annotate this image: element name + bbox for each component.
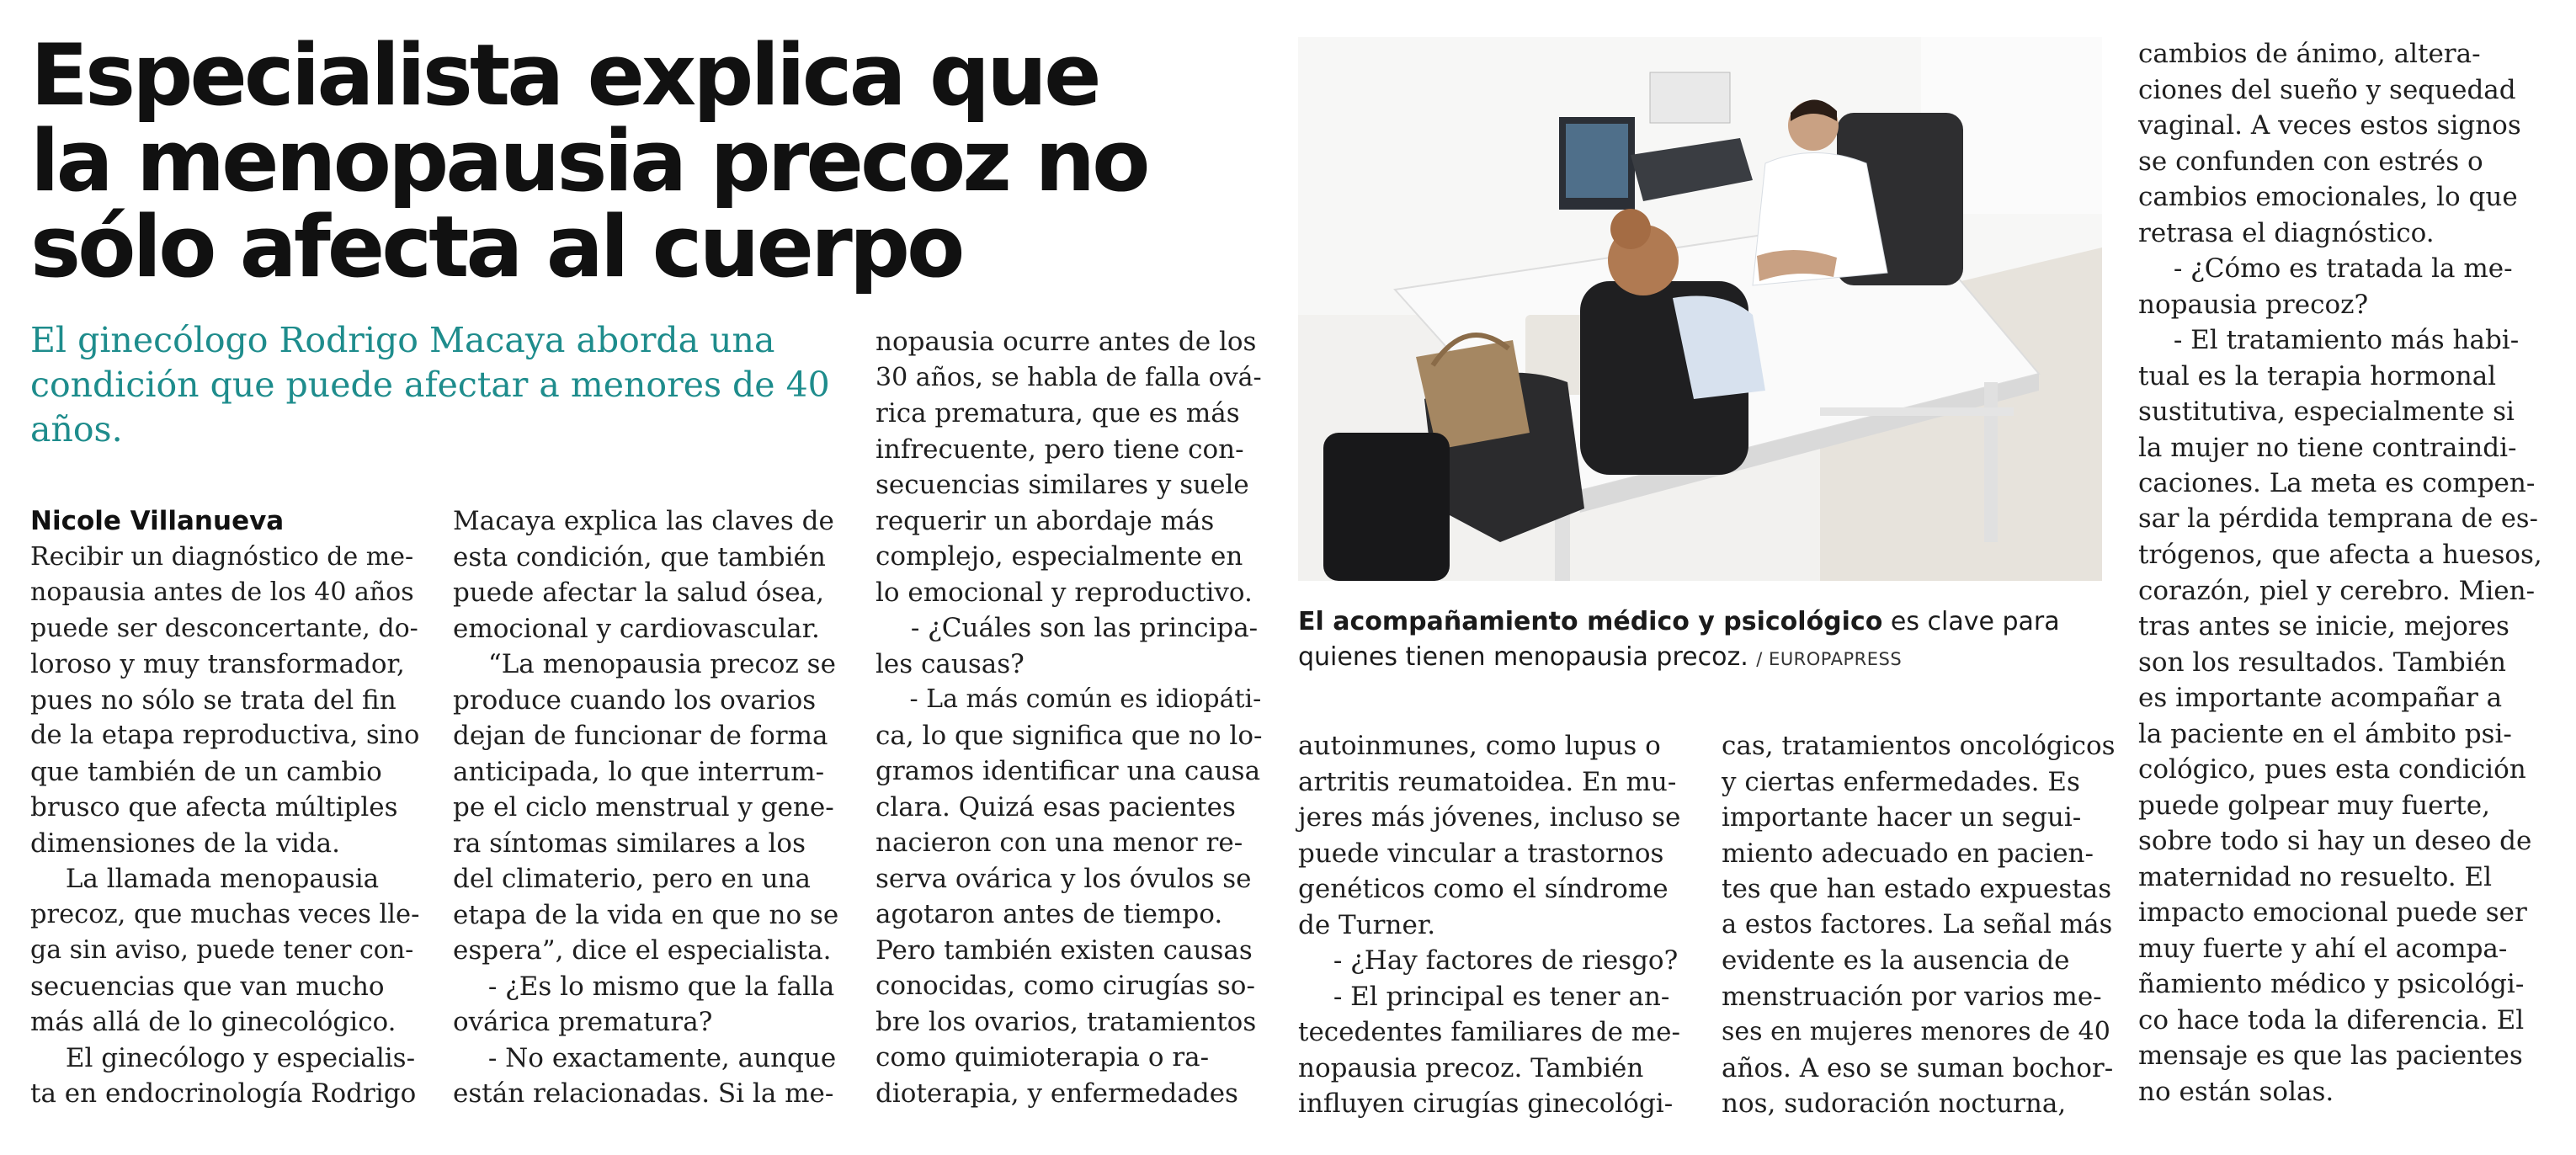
text-line: es importante acompañar a xyxy=(2138,683,2503,713)
author-byline: Nicole Villanueva xyxy=(30,506,285,536)
text-line: complejo, especialmente en xyxy=(876,541,1243,572)
text-line: agotaron antes de tiempo. xyxy=(876,899,1223,929)
column-3-text xyxy=(876,324,1264,1111)
column-1-text xyxy=(30,540,419,1112)
text-line: maternidad no resuelto. El xyxy=(2138,861,2493,892)
text-line: esta condición, que también xyxy=(453,541,826,572)
text-line: - ¿Cómo es tratada la me- xyxy=(2173,253,2513,284)
text-line: bre los ovarios, tratamientos xyxy=(876,1006,1257,1037)
text-line: - El tratamiento más habi- xyxy=(2173,325,2520,355)
text-line: autoinmunes, como lupus o xyxy=(1298,731,1661,761)
text-line: ciones del sueño y sequedad xyxy=(2138,74,2516,105)
text-line: les causas? xyxy=(876,648,1025,679)
text-line: - La más común es idiopáti- xyxy=(909,684,1262,714)
text-line: ses en mujeres menores de 40 xyxy=(1722,1017,2110,1046)
text-line: produce cuando los ovarios xyxy=(453,684,817,716)
subheadline: El ginecólogo Rodrigo Macaya aborda una condición que puede afectar a menores de 40 años. xyxy=(30,320,830,450)
text-line: menstruación por varios me- xyxy=(1722,981,2102,1012)
text-line: rica prematura, que es más xyxy=(876,398,1240,428)
headline-line-3: sólo afecta al cuerpo xyxy=(30,197,962,296)
text-line: brusco que afecta múltiples xyxy=(30,792,398,822)
body-column-5 xyxy=(1722,728,2116,1122)
text-line: más allá de lo ginecológico. xyxy=(30,1007,397,1037)
text-line: influyen cirugías ginecológi- xyxy=(1298,1088,1674,1119)
text-line: infrecuente, pero tiene con- xyxy=(876,434,1244,465)
text-line: clara. Quizá esas pacientes xyxy=(876,791,1236,822)
text-line: cas, tratamientos oncológicos xyxy=(1722,731,2116,761)
headline-line-1: Especialista explica que xyxy=(30,25,1099,125)
text-line: Macaya explica las claves de xyxy=(453,506,834,536)
text-line: la mujer no tiene contraindi- xyxy=(2138,432,2517,463)
text-line: ga sin aviso, puede tener con- xyxy=(30,935,414,965)
text-line: nacieron con una menor re- xyxy=(876,828,1243,858)
text-line: - El principal es tener an- xyxy=(1333,981,1670,1012)
photo-credit: / EUROPAPRESS xyxy=(1756,649,1903,669)
text-line: loroso y muy transformador, xyxy=(30,649,405,679)
text-line: puede golpear muy fuerte, xyxy=(2138,790,2490,821)
text-line: ta en endocrinología Rodrigo xyxy=(30,1078,417,1109)
text-line: retrasa el diagnóstico. xyxy=(2138,217,2435,248)
text-line: impacto emocional puede ser xyxy=(2138,897,2527,928)
column-5-text xyxy=(1722,728,2116,1122)
text-line: cambios de ánimo, altera- xyxy=(2138,39,2481,69)
text-line: tecedentes familiares de me- xyxy=(1298,1017,1680,1047)
headline-line-2: la menopausia precoz no xyxy=(30,111,1147,210)
text-line: La llamada menopausia xyxy=(65,864,380,894)
column-6-text xyxy=(2138,36,2542,1110)
text-line: El ginecólogo y especialis- xyxy=(65,1042,416,1073)
text-line: “La menopausia precoz se xyxy=(487,649,836,679)
text-line: tes que han estado expuestas xyxy=(1722,874,2112,904)
text-line: dejan de funcionar de forma xyxy=(453,721,828,751)
text-line: co hace toda la diferencia. El xyxy=(2138,1004,2525,1035)
text-line: cológico, pues esta condición xyxy=(2138,754,2526,785)
text-line: del climaterio, pero en una xyxy=(453,864,812,894)
body-column-6 xyxy=(2138,36,2542,1110)
text-line: - ¿Hay factores de riesgo? xyxy=(1333,945,1679,976)
text-line: conocidas, como cirugías so- xyxy=(876,971,1255,1001)
article-photo xyxy=(1298,37,2102,581)
text-line: emocional y cardiovascular. xyxy=(453,613,820,644)
text-line: - No exactamente, aunque xyxy=(487,1042,837,1073)
body-column-1 xyxy=(30,503,419,1112)
text-line: ovárica prematura? xyxy=(453,1007,713,1037)
text-line: dimensiones de la vida. xyxy=(30,828,340,859)
text-line: nopausia antes de los 40 años xyxy=(30,578,414,607)
text-line: anticipada, lo que interrum- xyxy=(453,756,825,787)
text-line: de la etapa reproductiva, sino xyxy=(30,721,420,750)
text-line: tras antes se inicie, mejores xyxy=(2138,611,2509,641)
text-line: Recibir un diagnóstico de me- xyxy=(30,541,414,572)
text-line: muy fuerte y ahí el acompa- xyxy=(2138,933,2508,964)
text-line: puede vincular a trastornos xyxy=(1298,838,1664,869)
text-line: y ciertas enfermedades. Es xyxy=(1722,766,2080,797)
text-line: que también de un cambio xyxy=(30,756,382,787)
text-line: genéticos como el síndrome xyxy=(1298,874,1669,904)
text-line: no están solas. xyxy=(2138,1076,2334,1107)
doctor-consultation-photo xyxy=(1298,37,2102,581)
text-line: sobre todo si hay un deseo de xyxy=(2138,826,2532,856)
text-line: espera”, dice el especialista. xyxy=(453,935,832,966)
text-line: corazón, piel y cerebro. Mien- xyxy=(2138,575,2536,606)
caption-lead: El acompañamiento médico y psicológico xyxy=(1298,607,1883,636)
photo-caption xyxy=(1298,604,2102,677)
text-line: se confunden con estrés o xyxy=(2138,146,2483,177)
caption-text: es clave para quienes tienen menopausia precoz. xyxy=(1298,607,2060,672)
text-line: pues no sólo se trata del fin xyxy=(30,684,397,716)
text-line: cambios emocionales, lo que xyxy=(2138,182,2518,212)
text-line: ra síntomas similares a los xyxy=(453,828,806,859)
headline xyxy=(30,25,1226,296)
text-line: serva ovárica y los óvulos se xyxy=(876,863,1252,894)
body-column-4 xyxy=(1298,728,1692,1122)
text-line: secuencias similares y suele xyxy=(876,470,1249,500)
text-line: nopausia precoz? xyxy=(2138,289,2369,320)
text-line: miento adecuado en pacien- xyxy=(1722,838,2094,869)
text-line: precoz, que muchas veces lle- xyxy=(30,899,420,929)
column-4-text xyxy=(1298,728,1692,1122)
text-line: - ¿Es lo mismo que la falla xyxy=(487,971,835,1002)
text-line: 30 años, se habla de falla ová- xyxy=(876,362,1262,392)
text-line: lo emocional y reproductivo. xyxy=(876,577,1253,608)
text-line: evidente es la ausencia de xyxy=(1722,945,2070,976)
text-line: caciones. La meta es compen- xyxy=(2138,468,2536,498)
text-line: importante hacer un segui- xyxy=(1722,802,2082,833)
text-line: son los resultados. También xyxy=(2138,647,2506,678)
text-line: ñamiento médico y psicológi- xyxy=(2138,969,2525,999)
body-column-2 xyxy=(453,503,842,1112)
text-line: Pero también existen causas xyxy=(876,934,1253,966)
text-line: están relacionadas. Si la me- xyxy=(453,1078,834,1109)
text-line: - ¿Cuáles son las principa- xyxy=(910,613,1259,643)
text-line: requerir un abordaje más xyxy=(876,505,1215,536)
text-line: a estos factores. La señal más xyxy=(1722,909,2113,939)
text-line: sustitutiva, especialmente si xyxy=(2138,397,2515,427)
text-line: puede ser desconcertante, do- xyxy=(30,613,418,643)
text-line: etapa de la vida en que no se xyxy=(453,899,839,930)
text-line: puede afectar la salud ósea, xyxy=(453,578,824,608)
column-2-text xyxy=(453,503,842,1112)
text-line: mensaje es que las pacientes xyxy=(2138,1041,2523,1071)
body-column-3 xyxy=(876,324,1264,1111)
text-line: vaginal. A veces estos signos xyxy=(2138,110,2521,141)
text-line: nopausia precoz. También xyxy=(1298,1052,1644,1083)
text-line: jeres más jóvenes, incluso se xyxy=(1298,802,1681,833)
text-line: dioterapia, y enfermedades xyxy=(876,1078,1238,1109)
text-line: sar la pérdida temprana de es- xyxy=(2138,503,2538,534)
text-line: nos, sudoración nocturna, xyxy=(1722,1088,2067,1119)
text-line: la paciente en el ámbito psi- xyxy=(2138,718,2512,749)
text-line: de Turner. xyxy=(1298,909,1436,940)
text-line: artritis reumatoidea. En mu- xyxy=(1298,766,1677,797)
text-line: ca, lo que significa que no lo- xyxy=(876,720,1263,751)
text-line: tual es la terapia hormonal xyxy=(2138,360,2497,391)
text-line: pe el ciclo menstrual y gene- xyxy=(453,792,834,822)
text-line: trógenos, que afecta a huesos, xyxy=(2138,540,2542,570)
text-line: años. A eso se suman bochor- xyxy=(1722,1052,2114,1083)
text-line: como quimioterapia o ra- xyxy=(876,1042,1210,1072)
text-line: gramos identificar una causa xyxy=(876,756,1261,786)
text-line: nopausia ocurre antes de los xyxy=(876,327,1257,357)
text-line: secuencias que van mucho xyxy=(30,971,385,1002)
